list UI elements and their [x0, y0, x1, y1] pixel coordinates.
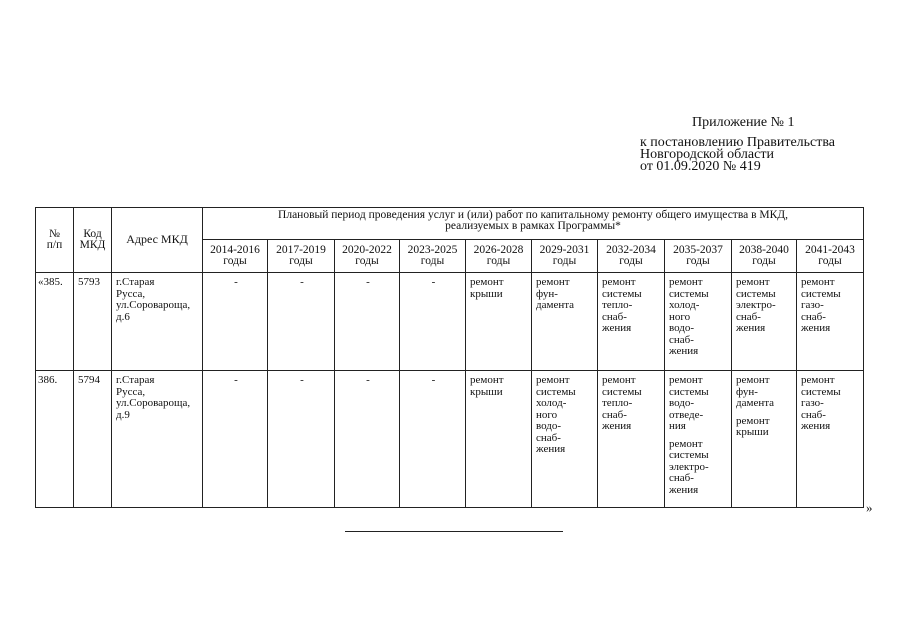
row-address — [112, 273, 203, 371]
period-cell: - — [203, 371, 268, 508]
period-cell: ремонт фун- дамента — [532, 273, 598, 371]
footnote-rule — [345, 531, 563, 532]
work-item: ремонт системы электро- снаб- жения — [669, 437, 709, 496]
address-text: г.Старая Русса, ул.Сорова — [116, 276, 164, 311]
period-header: 2032-2034 годы — [598, 240, 665, 273]
work-item: ремонт системы водо- отведе- ния — [669, 374, 709, 432]
repair-schedule-table — [35, 207, 864, 508]
period-cell: ремонт крыши — [466, 371, 532, 508]
period-cell: - — [203, 273, 268, 371]
appendix-line-1: к постановлению Правительства — [640, 135, 836, 150]
appendix-line-2: Новгородской области — [640, 147, 774, 162]
row-number: «385. — [36, 273, 74, 371]
closing-quote: » — [866, 500, 873, 515]
header-number: № п/п — [36, 208, 74, 273]
header-plan-period: Плановый период проведения услуг и (или) работ по капитальному ремонту общего имущества в МКД, реализуемых в рамках Программы* — [203, 208, 864, 240]
period-cell: - — [268, 371, 335, 508]
row-code: 5793 — [74, 273, 112, 371]
work-item: ремонт фун- дамента — [736, 374, 775, 409]
work-item: ремонт крыши — [736, 414, 770, 438]
period-header: 2014-2016 годы — [203, 240, 268, 273]
period-header: 2026-2028 годы — [466, 240, 532, 273]
address-text: г.Старая Русса, ул.Сорова — [116, 374, 164, 409]
period-cell: ремонт системы газо- снаб- жения — [797, 273, 864, 371]
period-cell: ремонт системы электро- снаб- жения — [732, 273, 797, 371]
header-row — [36, 208, 864, 240]
table-row — [36, 273, 864, 371]
period-cell: - — [400, 273, 466, 371]
period-cell: - — [400, 371, 466, 508]
header-code: Код МКД — [74, 208, 112, 273]
table-row — [36, 371, 864, 508]
period-header: 2023-2025 годы — [400, 240, 466, 273]
period-cell: ремонт системы тепло- снаб- жения — [598, 273, 665, 371]
row-code: 5794 — [74, 371, 112, 508]
period-cell: ремонт системы тепло- снаб- жения — [598, 371, 665, 508]
period-cell: - — [335, 371, 400, 508]
period-header: 2041-2043 годы — [797, 240, 864, 273]
header-address: Адрес МКД — [112, 208, 203, 273]
period-header: 2029-2031 годы — [532, 240, 598, 273]
period-header: 2020-2022 годы — [335, 240, 400, 273]
period-cell: ремонт системы холод- ного водо- снаб- жения — [665, 273, 732, 371]
period-cell: ремонт системы газо- снаб- жения — [797, 371, 864, 508]
period-cell: ремонт крыши — [466, 273, 532, 371]
address-text-end: роща, д.6 — [116, 299, 191, 323]
period-header: 2038-2040 годы — [732, 240, 797, 273]
period-header: 2035-2037 годы — [665, 240, 732, 273]
period-cell: - — [268, 273, 335, 371]
row-address — [112, 371, 203, 508]
period-cell — [732, 371, 797, 508]
period-header: 2017-2019 годы — [268, 240, 335, 273]
period-cell: ремонт системы холод- ного водо- снаб- жения — [532, 371, 598, 508]
period-cell: - — [335, 273, 400, 371]
address-text-end: роща, д.9 — [116, 397, 191, 421]
period-cell — [665, 371, 732, 508]
row-number: 386. — [36, 371, 74, 508]
appendix-line-3: от 01.09.2020 № 419 — [640, 159, 761, 174]
appendix-title: Приложение № 1 — [692, 115, 795, 130]
